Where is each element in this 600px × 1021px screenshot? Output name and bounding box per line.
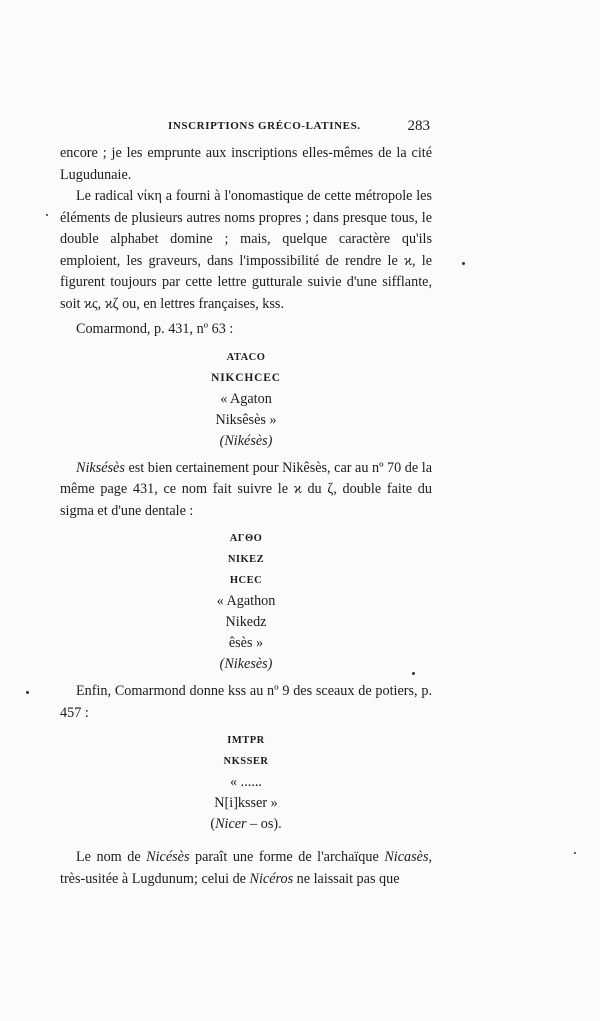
paragraph-4-text-c: , très-usitée à Lugdunum; celui de: [60, 849, 433, 887]
ink-speck: [412, 672, 415, 675]
paragraph-4-italic-niceros: Nicéros: [249, 870, 294, 887]
inscription-3-line-5-rest: – os).: [246, 816, 282, 832]
inscription-2-line-3: HCEC: [229, 575, 263, 586]
ink-speck: [46, 214, 48, 216]
inscription-3-line-3: « ......: [230, 774, 262, 790]
running-title: INSCRIPTIONS GRÉCO-LATINES.: [168, 120, 361, 132]
inscription-1-line-4: Niksêsès »: [215, 411, 277, 428]
inscription-3-line-2: NKSSER: [223, 756, 269, 767]
paragraph-3: [60, 458, 432, 523]
paragraph-4-text-b: paraît une forme de l'archaïque: [189, 849, 385, 865]
paragraph-4-text-a: Le nom de: [76, 849, 147, 865]
page-header: [60, 118, 436, 138]
inscription-block-2: [60, 528, 432, 675]
inscription-2-line-2: NIKEZ: [227, 554, 265, 565]
paragraph-4: [60, 847, 432, 890]
paragraph-4-italic-nicesès: Nicésès: [146, 849, 190, 865]
inscription-1-line-1: ATACO: [226, 351, 266, 363]
page-number: 283: [407, 118, 430, 134]
inscription-3-line-5: (Nicer – os).: [210, 816, 282, 832]
ink-speck: [574, 852, 576, 854]
paragraph-2: Le radical νίκη a fourni à l'onomastique de cette métropole les éléments de plusieurs autres noms propres ; dans presque tous, le double alphabet domine ; mais, quelque caractère qu'ils emploient, les graveurs, dans l'impossibilité de rendre le ϰ, le figurent toujours par cette lettre gutturale suivie d'une sifflante, soit ϰς, ϰζ ou, en lettres françaises, kss.: [60, 188, 432, 312]
inscription-1-line-3: « Agaton: [220, 390, 272, 407]
ink-speck: [26, 691, 29, 694]
citation-1: Comarmond, p. 431, nº 63 :: [76, 321, 234, 337]
inscription-block-1: [60, 347, 432, 452]
paragraph-4-text-d: ne laissait pas que: [293, 870, 400, 887]
inscription-1-line-2: NIKCHCEC: [211, 371, 281, 384]
paragraph-1: encore ; je les emprunte aux inscriptions elles-mêmes de la cité Lugudunaie.: [60, 145, 432, 183]
page-body: [60, 143, 432, 890]
inscription-2-line-1: AΓΘO: [229, 533, 263, 544]
inscription-2-line-5: Nikedz: [225, 614, 267, 630]
paragraph-3-italic-name: Niksésès: [76, 459, 125, 476]
inscription-block-3: [60, 730, 432, 835]
paragraph-4-italic-nicasès: Nicasès: [384, 849, 429, 865]
ink-speck: [462, 262, 465, 265]
inscription-2-line-7: (Nikesès): [219, 656, 273, 672]
inscription-3-line-1: IMTPR: [227, 735, 265, 746]
inscription-2-line-6: êsès »: [228, 635, 264, 651]
inscription-3-line-4: N[i]ksser »: [214, 795, 278, 811]
citation-2: Enfin, Comarmond donne kss au nº 9 des sceaux de potiers, p. 457 :: [60, 683, 432, 721]
paragraph-3-text: est bien certainement pour Nikêsès, car au nº 70 de la même page 431, ce nom fait suivre le ϰ du ζ, double faite du sigma et d'une dentale :: [60, 459, 432, 519]
inscription-2-line-4: « Agathon: [216, 593, 276, 609]
inscription-1-line-5: (Nikésès): [219, 432, 273, 449]
inscription-3-italic-name: Nicer: [215, 816, 247, 832]
